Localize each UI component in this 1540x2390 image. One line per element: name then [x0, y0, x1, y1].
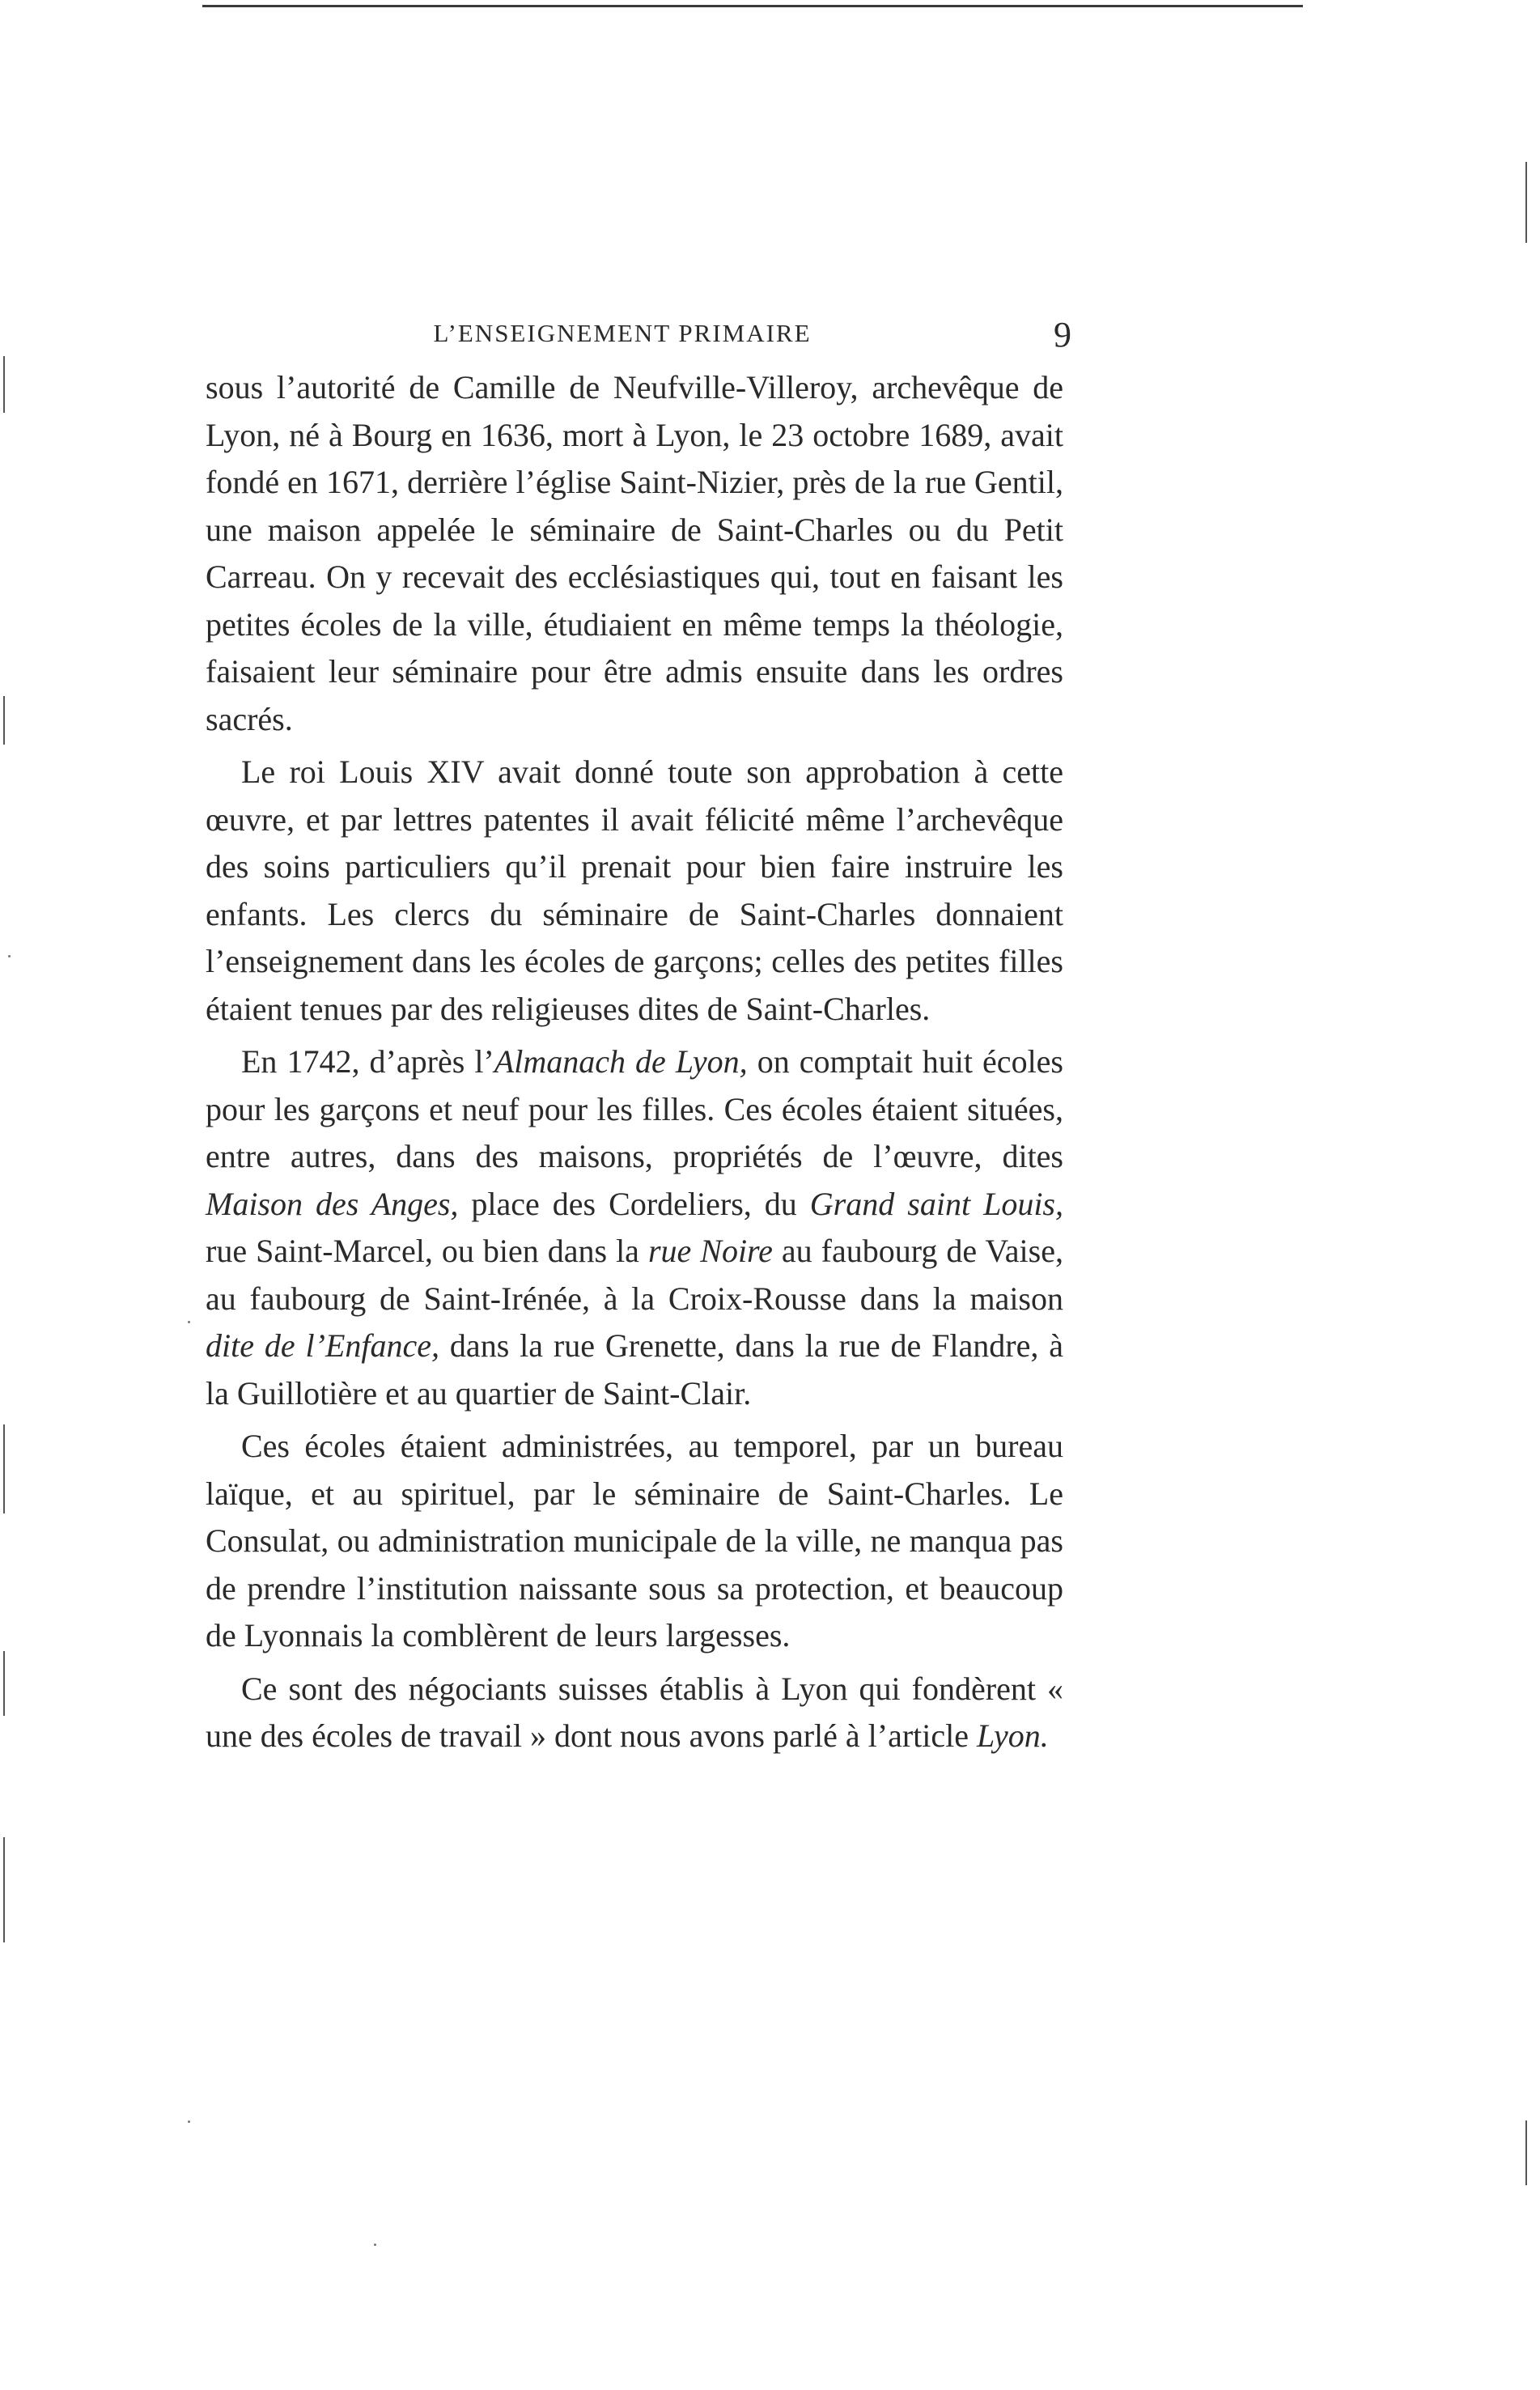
- margin-speck: [8, 955, 11, 957]
- left-margin-mark: [3, 696, 5, 745]
- italic-text-run: Maison des Anges,: [206, 1185, 459, 1222]
- right-margin-mark: [1525, 2120, 1527, 2185]
- top-edge-rule: [202, 5, 1303, 7]
- left-margin-mark: [3, 1651, 5, 1716]
- margin-speck: [374, 2244, 376, 2246]
- running-title: L’ENSEIGNEMENT PRIMAIRE: [433, 319, 812, 347]
- margin-speck: [188, 2120, 190, 2123]
- text-run: sous l’autorité de Camille de Neufville-Villeroy, archevêque de Lyon, né à Bourg en 1636, mort à Lyon, le 23 octobre 1689, avait fondé en 1671, derrière l’église Saint-Nizier, près de la rue Gentil, une maison appelée le séminaire de Saint-Charles ou du Petit Carreau. On y recevait des ecclésiastiques qui, tout en faisant les petites écoles de la ville, étudiaient en même temps la théologie, faisaient leur séminaire pour être admis ensuite dans les ordres sacrés.: [206, 369, 1063, 737]
- text-run: au faubourg de Vaise, au faubourg de Saint-Irénée, à la Croix-Rousse dans la maison: [206, 1233, 1063, 1317]
- text-run: Ces écoles étaient administrées, au temporel, par un bureau laïque, et au spirituel, par le séminaire de Saint-Charles. Le Consulat, ou administration municipale de la ville, ne manqua pas de prendre l’institution naissante sous sa protection, et beaucoup de Lyonnais la comblèrent de leurs largesses.: [206, 1428, 1063, 1653]
- text-run: Ce sont des négociants suisses établis à Lyon qui fondèrent « une des écoles de travail » dont nous avons parlé à l’article: [206, 1670, 1063, 1754]
- right-margin-mark: [1525, 162, 1527, 243]
- italic-text-run: Grand saint Louis,: [809, 1185, 1063, 1222]
- italic-text-run: dite de l’Enfance,: [206, 1327, 440, 1364]
- italic-text-run: Lyon.: [977, 1717, 1049, 1754]
- text-run: En 1742, d’après l’: [241, 1043, 494, 1080]
- paragraph: [206, 1038, 1063, 1417]
- left-margin-mark: [3, 356, 5, 413]
- text-run: place des Cordeliers, du: [458, 1185, 810, 1222]
- page-number: 9: [1054, 315, 1071, 354]
- body-text: [206, 364, 1063, 1766]
- text-run: rue Saint-Marcel, ou bien dans la: [206, 1233, 648, 1269]
- left-margin-mark: [3, 1424, 5, 1513]
- margin-speck: [188, 1321, 190, 1323]
- paragraph: [206, 364, 1063, 743]
- text-run: dans la rue Grenette, dans la rue de Flandre, à la Guillotière et au quartier de Saint-Clair.: [206, 1327, 1063, 1412]
- text-run: on comptait huit écoles pour les garçons et neuf pour les filles. Ces écoles étaient situées, entre autres, dans des maisons, propriétés de l’œuvre, dites: [206, 1043, 1063, 1174]
- italic-text-run: rue Noire: [647, 1233, 773, 1269]
- paragraph: [206, 749, 1063, 1033]
- paragraph: [206, 1423, 1063, 1660]
- text-run: Le roi Louis XIV avait donné toute son approbation à cette œuvre, et par lettres patentes il avait félicité même l’archevêque des soins particuliers qu’il prenait pour bien faire instruire les enfants. Les clercs du séminaire de Saint-Charles donnaient l’enseignement dans les écoles de garçons; celles des petites filles étaient tenues par des religieuses dites de Saint-Charles.: [206, 754, 1063, 1027]
- left-margin-mark: [3, 1837, 5, 1942]
- paragraph: [206, 1666, 1063, 1760]
- italic-text-run: Almanach de Lyon,: [494, 1043, 748, 1080]
- page-header: [206, 314, 1071, 363]
